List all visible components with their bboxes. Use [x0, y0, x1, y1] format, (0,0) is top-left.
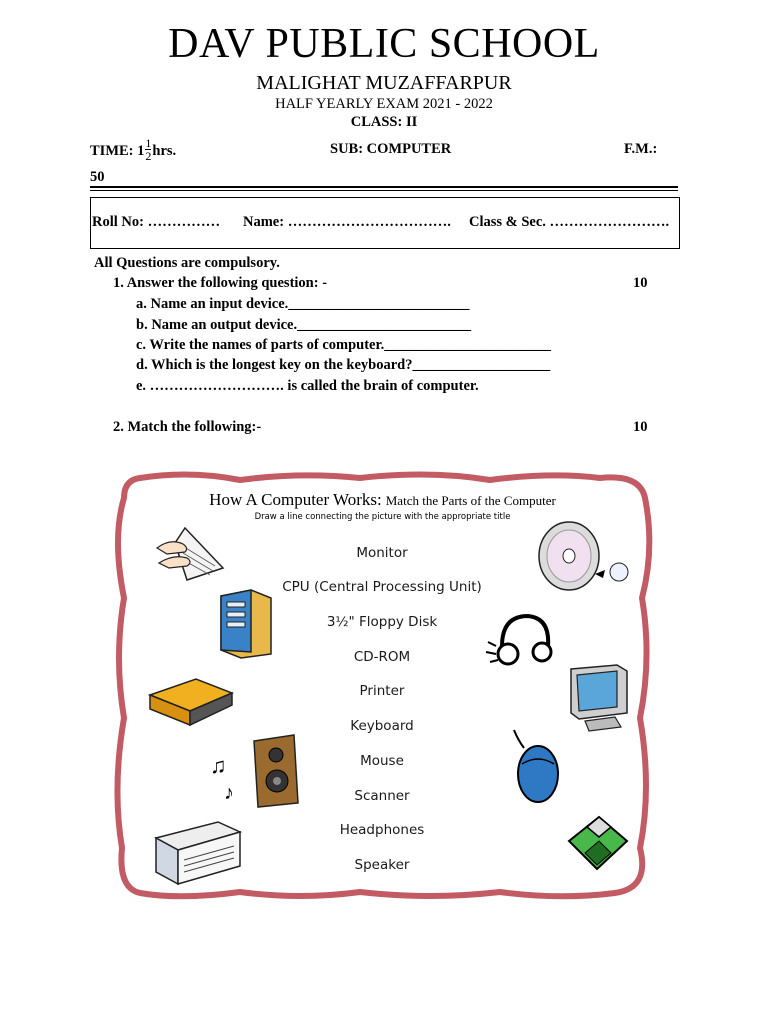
svg-text:♫: ♫	[210, 753, 227, 778]
time-fraction: $\frac{1}{2}$	[145, 136, 152, 163]
header-rule-thick	[90, 186, 678, 188]
cpu-tower-icon	[213, 588, 275, 660]
header-rule-thin	[90, 190, 678, 191]
worksheet-subtitle: Draw a line connecting the picture with the appropriate title	[254, 512, 511, 522]
printer-icon	[148, 818, 244, 888]
question-1a: a. Name an input device._________________________	[136, 296, 470, 312]
exam-title: HALF YEARLY EXAM 2021 - 2022	[275, 96, 493, 112]
headphones-icon	[482, 606, 554, 678]
student-info-box	[90, 197, 680, 249]
question-1-title: 1. Answer the following question: -	[113, 275, 328, 291]
roll-no-field[interactable]: Roll No: ……………	[92, 214, 221, 230]
label-monitor: Monitor	[356, 545, 408, 561]
label-printer: Printer	[359, 683, 405, 699]
question-1e: e. ………………………. is called the brain of computer.	[136, 378, 479, 394]
scanner-icon	[146, 673, 236, 728]
label-scanner: Scanner	[354, 788, 410, 804]
school-name: DAV PUBLIC SCHOOL	[168, 21, 600, 67]
label-cpu: CPU (Central Processing Unit)	[282, 579, 482, 595]
label-speaker: Speaker	[354, 857, 410, 873]
class-label: CLASS: II	[350, 114, 418, 130]
question-2-marks: 10	[633, 419, 648, 435]
label-cd-rom: CD-ROM	[353, 649, 411, 665]
label-floppy-disk: 3½" Floppy Disk	[326, 614, 438, 630]
floppy-disk-icon	[565, 813, 631, 875]
keyboard-icon	[155, 518, 235, 583]
cd-rom-icon	[535, 516, 635, 596]
svg-text:♪: ♪	[224, 782, 234, 804]
question-1-marks: 10	[633, 275, 648, 291]
question-1c: c. Write the names of parts of computer._______________________	[136, 337, 551, 353]
class-section-field[interactable]: Class & Sec. …………………….	[469, 214, 670, 230]
label-headphones: Headphones	[339, 822, 425, 838]
label-mouse: Mouse	[360, 753, 404, 769]
monitor-icon	[565, 663, 637, 733]
time-label: TIME: 1 $\frac{1}{2}$ hrs.	[90, 136, 177, 163]
label-keyboard: Keyboard	[350, 718, 414, 734]
question-1b: b. Name an output device.________________________	[136, 317, 472, 333]
question-2-title: 2. Match the following:-	[113, 419, 262, 435]
question-1d: d. Which is the longest key on the keyboard?___________________	[136, 357, 551, 373]
full-marks-value: 50	[90, 169, 105, 185]
worksheet-title: How A Computer Works: Match the Parts of the Computer	[209, 490, 556, 509]
instructions: All Questions are compulsory.	[94, 255, 280, 271]
full-marks-label: F.M.:	[624, 141, 658, 157]
subject-label: SUB: COMPUTER	[330, 141, 452, 157]
speaker-icon	[206, 733, 306, 811]
name-field[interactable]: Name: …………………………….	[243, 214, 451, 230]
mouse-icon	[508, 726, 568, 806]
match-parts-worksheet	[110, 468, 655, 903]
school-location: MALIGHAT MUZAFFARPUR	[256, 72, 512, 94]
